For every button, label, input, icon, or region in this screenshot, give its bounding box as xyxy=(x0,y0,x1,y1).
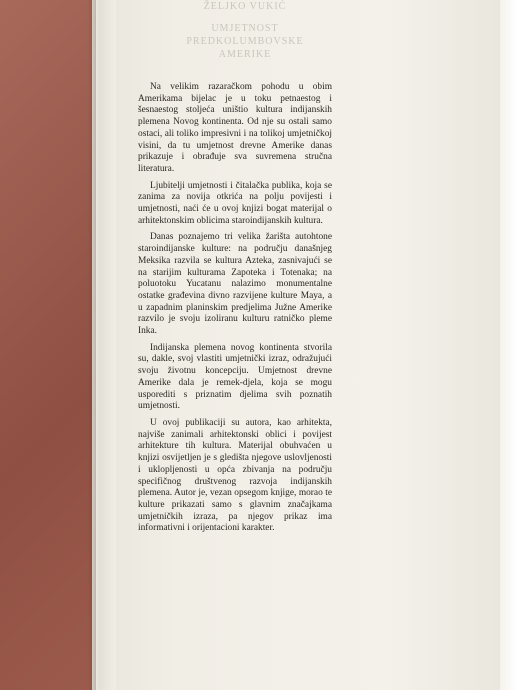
paragraph-5: U ovoj publikaciji su autora, kao arhitekta, najviše zanimali arhitektonski oblici i povijest arhitekture tih kultura. Materijal obuhvaćen u knjizi osvijetljen je s gledišta njegove uslovljenosti i uklopljenosti u opća zbivanja na području specifičnog društvenog razvoja indijanskih plemena. Autor je, vezan opsegom knjige, morao te kulture prikazati samo s glavnim značajkama umjetničkih izraza, pa njegov prikaz ima informativni i orijentacioni karakter. xyxy=(138,417,332,534)
flap-description-text xyxy=(138,82,332,540)
book-title-line-1: UMJETNOST xyxy=(211,23,279,34)
paragraph-2: Ljubitelji umjetnosti i čitalačka publika, koja se zanima za novija otkrića na polju povijesti i umjetnosti, naći će u ovoj knjizi bogat materijal o arhitektonskim oblicima staroindijanskih kultura. xyxy=(138,180,332,226)
paragraph-1: Na velikim razaračkom pohodu u obim Amerikama bijelac je u toku petnaestog i šesnaestog stoljeća uništio kultura indijanskih plemena Novog kontinenta. Od nje su ostali samo ostaci, ali toliko impresivni i na tolikoj umjetničkoj visini, da tu umjetnost drevne Amerike danas prikazuje i obrađuje sva suvremena stručna literatura. xyxy=(138,82,332,174)
paragraph-3: Danas poznajemo tri velika žarišta autohtone staroindijanske kulture: na području današnjeg Meksika razvila se kultura Azteka, zasnivajući se na starijim kulturama Zapoteka i Totenaka; na poluotoku Yucatanu nalazimo monumentalne ostatke građevina divno razvijene kulture Maya, a u zapadnim planinskim predjelima Južne Amerike razvilo je svoju izoliranu kulturu ratničko pleme Inka. xyxy=(138,232,332,337)
page-edge-shadow xyxy=(88,0,96,690)
book-title-line-3: AMERIKE xyxy=(218,49,272,60)
faded-title-block xyxy=(150,0,340,61)
book-page-edge xyxy=(500,0,517,690)
author-name: ŽELJKO VUKIĆ xyxy=(203,1,287,12)
book-spine-edge xyxy=(98,0,116,690)
paragraph-4: Indijanska plemena novog kontinenta stvorila su, dakle, svoj vlastiti umjetnički izraz, odražujući svoju životnu koncepciju. Umjetnost drevne Amerike dala je remek-djela, koja se mogu usporediti s priznatim djelima svih poznatih umjetnosti. xyxy=(138,342,332,412)
book-title-line-2: PREDKOLUMBOVSKE xyxy=(186,36,304,47)
